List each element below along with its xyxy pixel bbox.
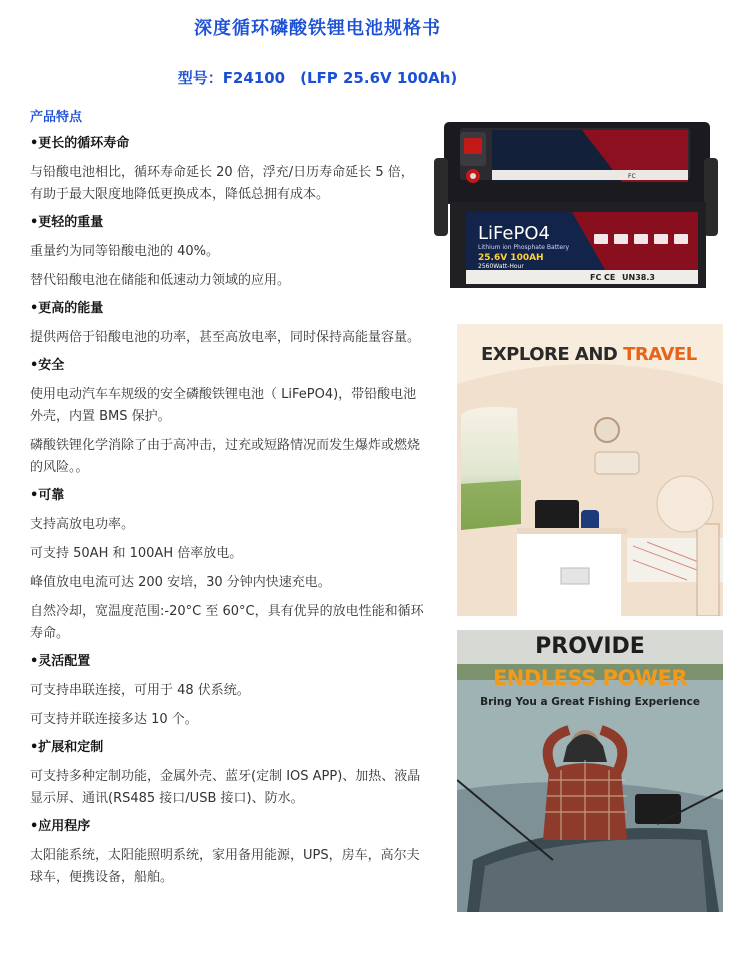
- battery-product-image: [432, 118, 720, 290]
- feature-paragraph: 提供两倍于铅酸电池的功率，甚至高放电率，同时保持高能量容量。: [30, 330, 421, 345]
- feature-paragraph: 可支持多种定制功能，金属外壳、蓝牙(定制 IOS APP)、加热、液晶显示屏、通讯(RS485 接口/USB 接口)、防水。: [30, 769, 421, 806]
- battery-subtitle: Lithium ion Phosphate Battery: [478, 244, 570, 251]
- van-headline-orange: TRAVEL: [623, 344, 697, 365]
- feature-paragraph: 磷酸铁锂化学消除了由于高冲击，过充或短路情况而发生爆炸或燃烧的风险。。: [30, 438, 421, 475]
- battery-spec: 25.6V 100AH: [478, 253, 544, 263]
- feature-heading: •更长的循环寿命: [30, 136, 130, 151]
- feature-paragraph: 替代铅酸电池在储能和低速动力领域的应用。: [30, 273, 291, 288]
- features-column: [30, 108, 425, 896]
- feature-paragraph: 支持高放电功率。: [30, 517, 135, 532]
- features-label: 产品特点: [30, 110, 83, 125]
- feature-paragraph: 可支持并联连接多达 10 个。: [30, 712, 198, 727]
- van-headline: [481, 344, 697, 365]
- battery-fc: FC: [590, 273, 602, 282]
- feature-paragraph: 可支持串联连接，可用于 48 伏系统。: [30, 683, 250, 698]
- feature-heading: •扩展和定制: [30, 740, 104, 755]
- feature-paragraph: 峰值放电电流可达 200 安培，30 分钟内快速充电。: [30, 575, 331, 590]
- fishing-image: [457, 630, 723, 912]
- feature-paragraph: 与铅酸电池相比，循环寿命延长 20 倍，浮充/日历寿命延长 5 倍，有助于最大限度地降低更换成本，降低总拥有成本。: [30, 165, 414, 202]
- feature-paragraph: 使用电动汽车车规级的安全磷酸铁锂电池（ LiFePO4)，带铅酸电池外壳，内置 BMS 保护。: [30, 387, 417, 424]
- feature-heading: •更高的能量: [30, 301, 104, 316]
- battery-cert: UN38.3: [622, 273, 655, 282]
- battery-ce: CE: [604, 273, 616, 282]
- feature-heading: •安全: [30, 358, 65, 373]
- van-interior-image: [457, 324, 723, 616]
- feature-heading: •可靠: [30, 488, 65, 503]
- battery-brand: LiFePO4: [478, 223, 550, 244]
- document-title: 深度循环磷酸铁锂电池规格书: [194, 18, 441, 39]
- fish-tagline: Bring You a Great Fishing Experience: [480, 696, 700, 708]
- feature-paragraph: 可支持 50AH 和 100AH 倍率放电。: [30, 546, 243, 561]
- model-line: 型号：F24100 (LFP 25.6V 100Ah): [177, 69, 458, 87]
- fish-headline-1: PROVIDE: [535, 634, 645, 659]
- feature-paragraph: 太阳能系统，太阳能照明系统，家用备用能源，UPS，房车，高尔夫球车，便携设备，船舶。: [30, 848, 420, 885]
- features-list: [30, 134, 425, 889]
- feature-heading: •更轻的重量: [30, 215, 104, 230]
- feature-heading: •灵活配置: [30, 654, 91, 669]
- feature-paragraph: 自然冷却，宽温度范围:-20°C 至 60°C，具有优异的放电性能和循环寿命。: [30, 604, 424, 641]
- feature-paragraph: 重量约为同等铅酸电池的 40%。: [30, 244, 220, 259]
- battery-fc-small: FC: [628, 173, 636, 180]
- van-headline-dark: EXPLORE AND: [481, 344, 624, 365]
- fish-headline-2: ENDLESS POWER: [492, 666, 688, 690]
- feature-heading: •应用程序: [30, 819, 91, 834]
- battery-energy: 2560Watt-Hour: [478, 263, 524, 270]
